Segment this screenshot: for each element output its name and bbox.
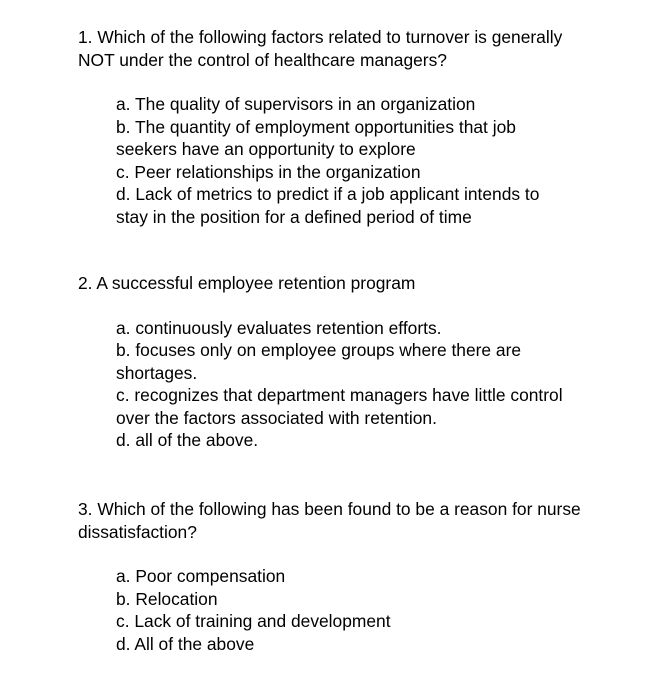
question-1-option-a: a. The quality of supervisors in an organization bbox=[116, 94, 476, 114]
question-3-option-d: d. All of the above bbox=[116, 633, 255, 654]
question-3-options bbox=[116, 565, 571, 655]
question-3-option-c: c. Lack of training and development bbox=[116, 611, 391, 631]
question-1-option-b: b. The quantity of employment opportunities that job seekers have an opportunity to explore bbox=[116, 116, 516, 159]
question-2-option-c: c. recognizes that department managers have little control over the factors associated with retention. bbox=[116, 385, 563, 428]
question-3-option-a: a. Poor compensation bbox=[116, 566, 286, 586]
question-2-stem: 2. A successful employee retention program bbox=[78, 273, 416, 293]
question-2-option-a: a. continuously evaluates retention efforts. bbox=[116, 317, 442, 338]
question-2-options bbox=[116, 317, 571, 452]
question-3-stem: 3. Which of the following has been found to be a reason for nurse dissatisfaction? bbox=[78, 499, 581, 542]
question-1-stem: 1. Which of the following factors related to turnover is generally NOT under the control of healthcare managers? bbox=[78, 27, 563, 70]
question-2-option-d: d. all of the above. bbox=[116, 430, 259, 450]
question-1-option-c: c. Peer relationships in the organization bbox=[116, 161, 421, 182]
question-2-option-b: b. focuses only on employee groups where there are shortages. bbox=[116, 340, 522, 383]
question-1-options bbox=[116, 93, 571, 228]
question-3-option-b: b. Relocation bbox=[116, 588, 218, 609]
question-1-option-d: d. Lack of metrics to predict if a job applicant intends to stay in the position for a defined period of time bbox=[116, 184, 540, 227]
question-2 bbox=[78, 272, 598, 452]
question-3 bbox=[78, 498, 598, 655]
question-1 bbox=[78, 26, 598, 228]
